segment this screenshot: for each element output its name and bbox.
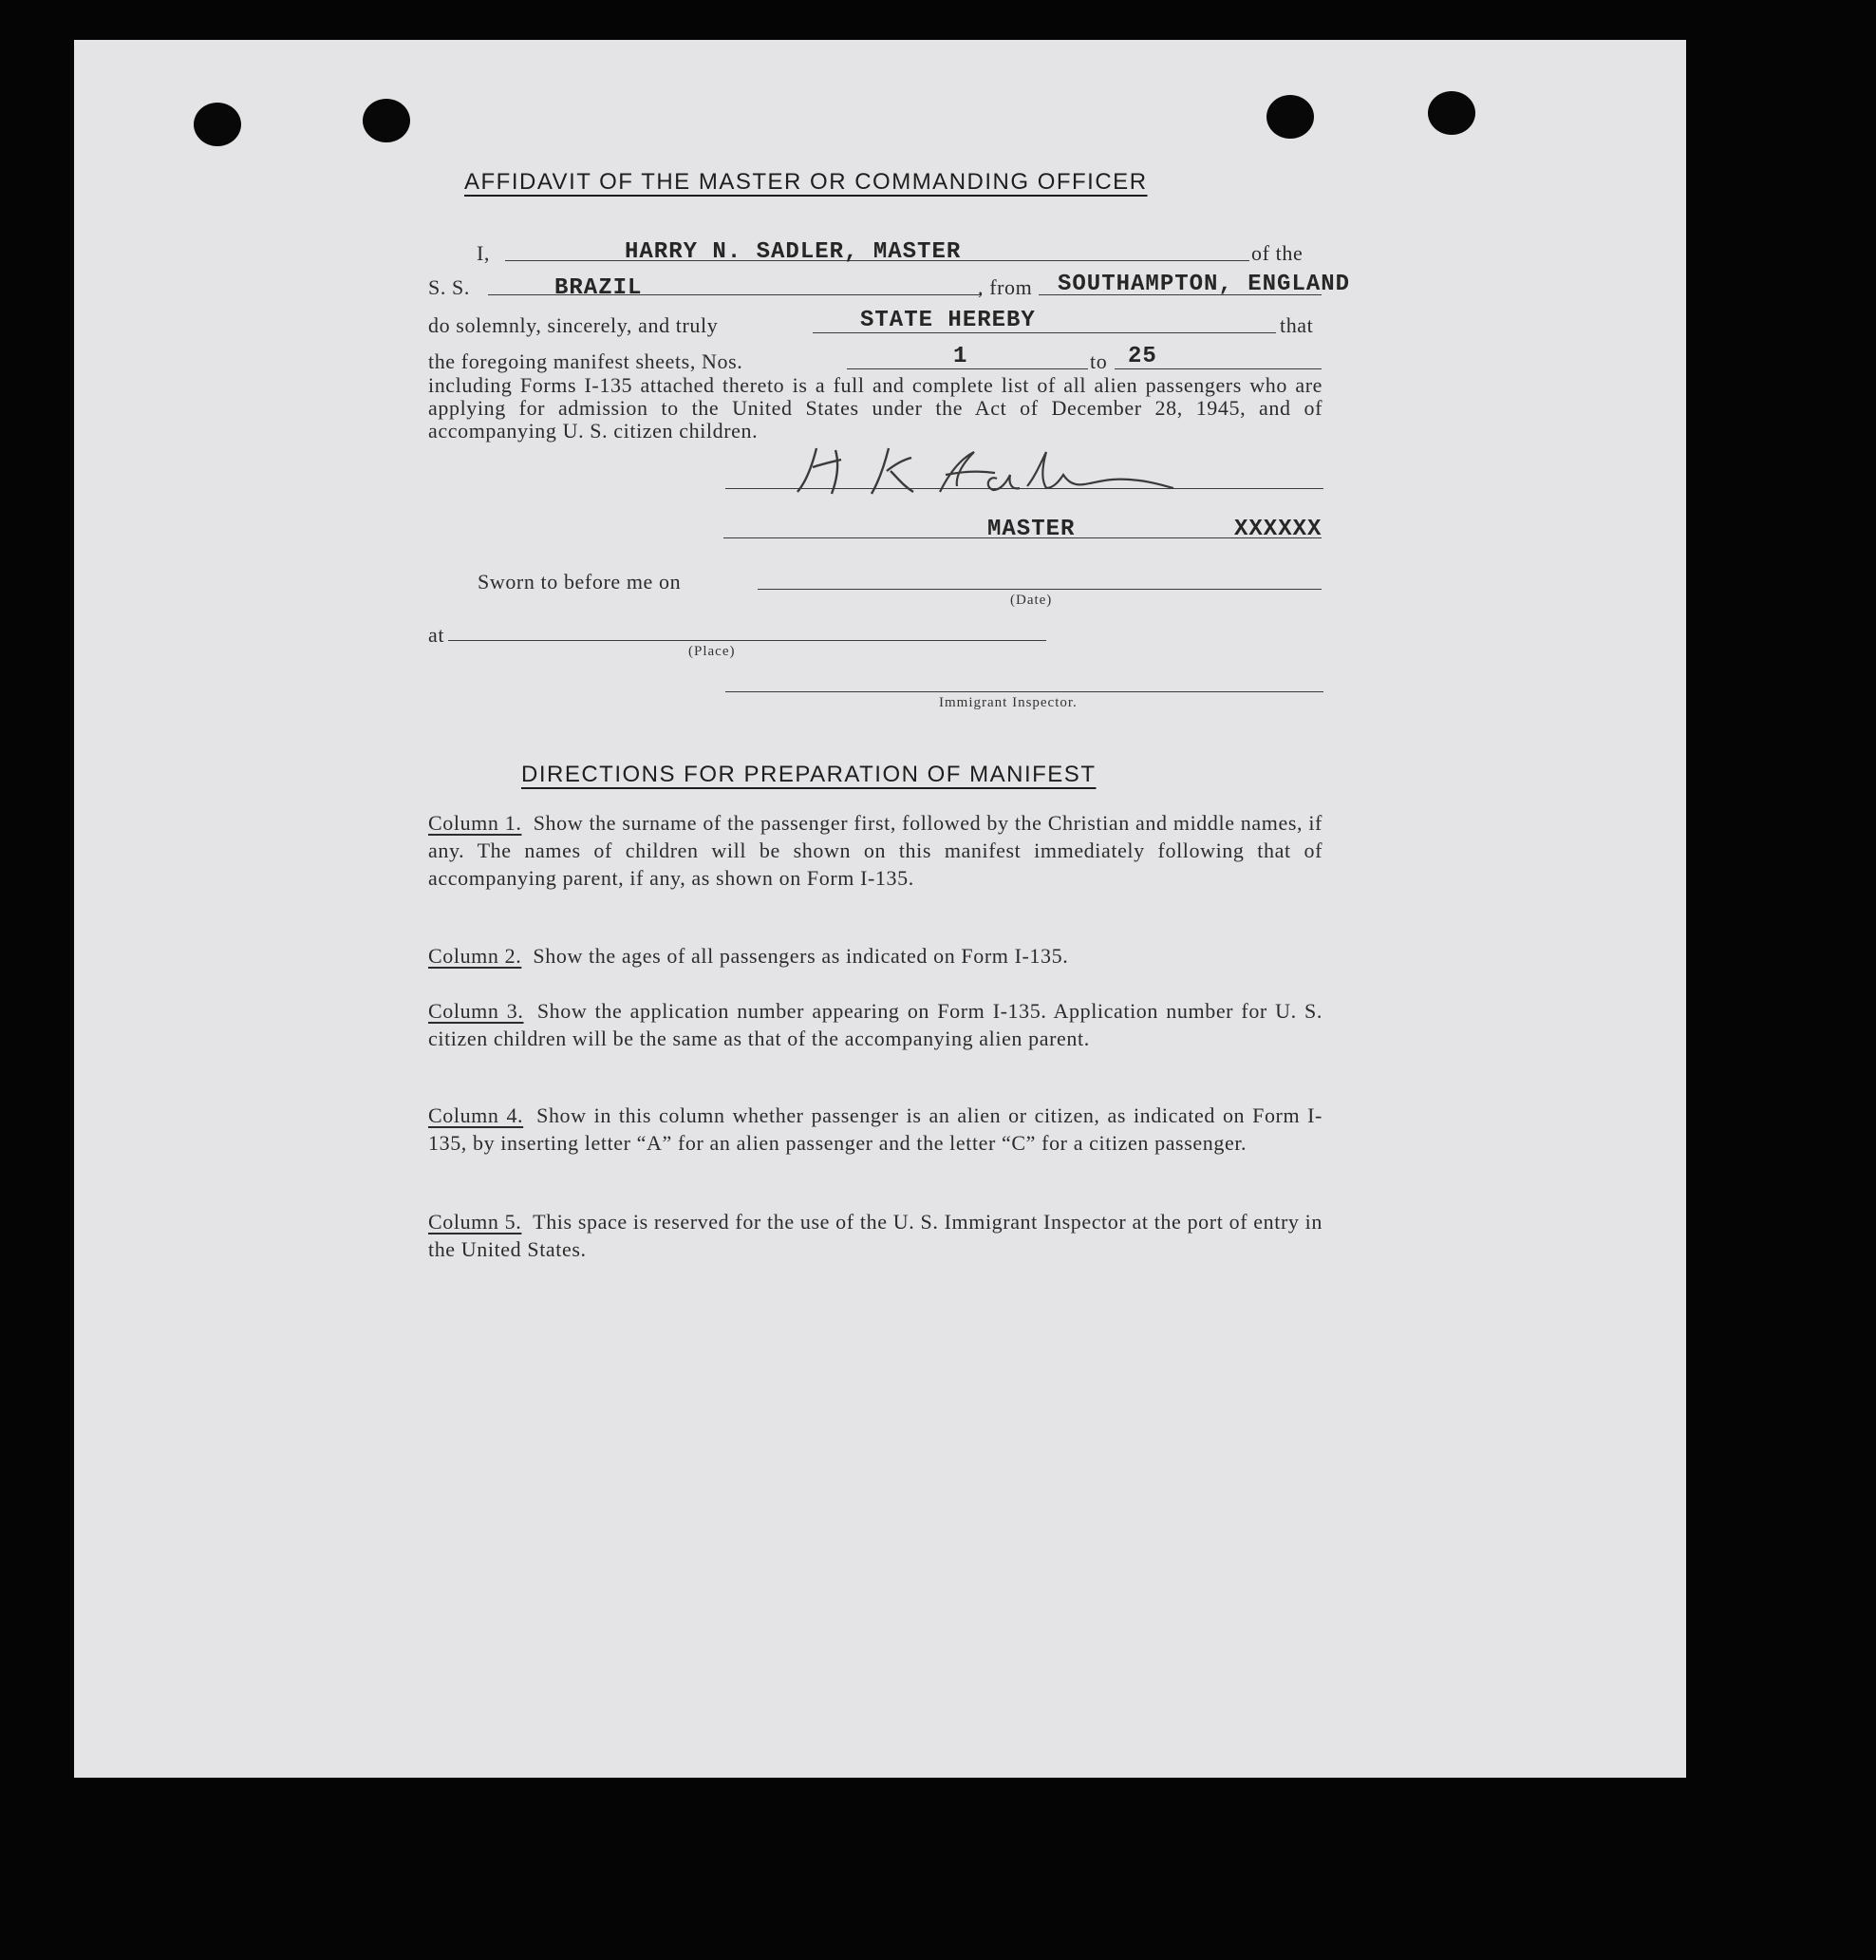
- label-that: that: [1280, 313, 1314, 337]
- label-from: , from: [978, 275, 1033, 299]
- punch-hole: [363, 99, 410, 142]
- label-sheets: the foregoing manifest sheets, Nos.: [428, 349, 743, 373]
- punch-hole: [1428, 91, 1475, 135]
- column-1-label: Column 1.: [428, 811, 522, 835]
- column-3-label: Column 3.: [428, 999, 524, 1023]
- sheet-to-field: 25: [1128, 344, 1157, 369]
- directions-title: DIRECTIONS FOR PREPARATION OF MANIFEST: [521, 762, 1097, 787]
- column-3-text: Show the application number appearing on Form I-135. Application number for U. S. citizen children will be the same as that of the accompanying alien parent.: [428, 999, 1323, 1050]
- label-of-the: of the: [1251, 241, 1304, 265]
- ship-name-field: BRAZIL: [554, 275, 643, 301]
- struck-out-field: XXXXXX: [1234, 517, 1323, 542]
- column-5-label: Column 5.: [428, 1210, 522, 1234]
- label-i: I,: [477, 241, 491, 265]
- punch-hole: [1266, 95, 1314, 139]
- column-5-text: This space is reserved for the use of the U. S. Immigrant Inspector at the port of entry in the United States.: [428, 1210, 1323, 1261]
- column-4-label: Column 4.: [428, 1103, 524, 1127]
- column-1-direction: [428, 809, 1323, 892]
- affidavit-body: including Forms I-135 attached thereto is a full and complete list of all alien passengers who are applying for admission to the United States under the Act of December 28, 1945, and of accompanying U. S. citizen children.: [428, 373, 1323, 443]
- label-do-solemnly: do solemnly, sincerely, and truly: [428, 313, 719, 337]
- column-4-text: Show in this column whether passenger is an alien or citizen, as indicated on Form I-135, by inserting letter “A” for an alien passenger and the letter “C” for a citizen passenger.: [428, 1103, 1323, 1155]
- column-2-direction: [428, 942, 1323, 970]
- place-line: [448, 640, 1046, 641]
- column-2-text: Show the ages of all passengers as indicated on Form I-135.: [533, 944, 1069, 968]
- label-sworn: Sworn to before me on: [478, 570, 682, 594]
- rank-field: MASTER: [987, 517, 1076, 542]
- label-place: (Place): [688, 644, 736, 659]
- column-1-text: Show the surname of the passenger first, followed by the Christian and middle names, if any. The names of children will be shown on this manifest immediately following that of accompanying parent, if any, as shown on Form I-135.: [428, 811, 1323, 890]
- affidavit-title: AFFIDAVIT OF THE MASTER OR COMMANDING OFFICER: [464, 169, 1148, 195]
- label-inspector: Immigrant Inspector.: [939, 695, 1078, 710]
- date-line: [758, 589, 1322, 590]
- label-ss: S. S.: [428, 275, 470, 299]
- document-page: [74, 40, 1686, 1778]
- sheet-from-field: 1: [953, 344, 968, 369]
- label-date: (Date): [1010, 593, 1053, 608]
- inspector-line: [725, 691, 1323, 692]
- signature-line: [725, 488, 1323, 489]
- punch-hole: [194, 103, 241, 146]
- master-name-field: HARRY N. SADLER, MASTER: [625, 239, 962, 265]
- column-5-direction: [428, 1208, 1323, 1263]
- label-at: at: [428, 623, 445, 647]
- column-2-label: Column 2.: [428, 944, 522, 968]
- column-4-direction: [428, 1102, 1323, 1157]
- declaration-verb-field: STATE HEREBY: [860, 308, 1036, 333]
- master-signature: [779, 443, 1177, 504]
- column-3-direction: [428, 997, 1323, 1052]
- departure-port-field: SOUTHAMPTON, ENGLAND: [1058, 272, 1351, 297]
- label-to: to: [1090, 349, 1108, 373]
